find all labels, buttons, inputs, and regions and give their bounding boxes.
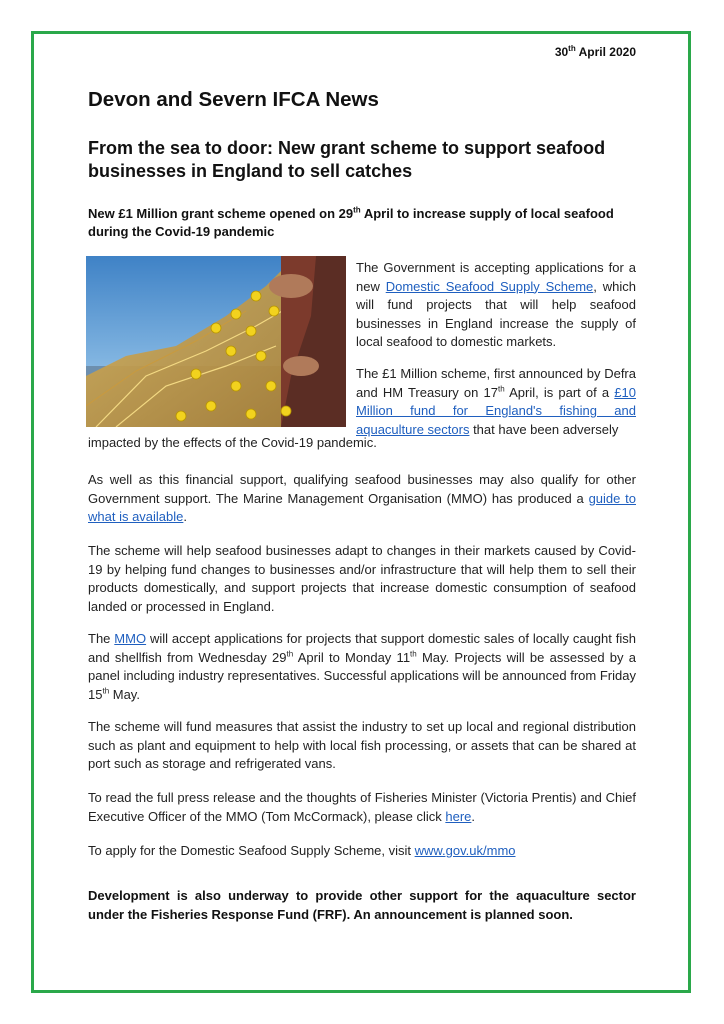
paragraph-scheme-funding-continued: impacted by the effects of the Covid-19 pandemic. — [88, 435, 377, 450]
gov-uk-mmo-link[interactable]: www.gov.uk/mmo — [414, 843, 516, 858]
paragraph-scheme-funding: The £1 Million scheme, first announced by Defra and HM Treasury on 17th April, is part of a £10 Million fund for England's fishing and aquaculture sectors that have been adversely — [356, 366, 636, 437]
publication-date: 30th April 2020 — [554, 44, 636, 59]
mmo-link[interactable]: MMO — [114, 631, 147, 646]
paragraph-press-release: To read the full press release and the thoughts of Fisheries Minister (Victoria Prentis) and Chief Executive Officer of the MMO (Tom McCormack), please click here. — [88, 790, 636, 824]
fishing-net-photo — [86, 256, 346, 427]
guide-link[interactable]: guide to what is available — [88, 490, 636, 524]
paragraph-scheme-purpose: The scheme will help seafood businesses adapt to changes in their markets caused by Covid-19 by helping fund changes to businesses and/or infrastructure that will help them to sell their products domestically, and support projects that increase domestic consumption of seafood landed or processed in England. — [88, 543, 636, 614]
newsletter-title: Devon and Severn IFCA News — [88, 88, 379, 111]
paragraph-application-dates: The MMO will accept applications for projects that support domestic sales of locally caught fish and shellfish from Wednesday 29th April to Monday 11th May. Projects will be assessed by a panel including industry representatives. Successful applications will be announced from Friday 15th May. — [88, 631, 636, 702]
paragraph-scheme-intro: The Government is accepting applications for a new Domestic Seafood Supply Scheme, which will fund projects that will help seafood businesses in England increase the supply of local seafood to domestic markets. — [356, 260, 636, 349]
paragraph-funded-measures: The scheme will fund measures that assist the industry to set up local and regional distribution such as plant and equipment to help with local fish processing, or assets that can be shared at port such as storage and refrigerated vans. — [88, 719, 636, 771]
press-release-link[interactable]: here — [445, 808, 472, 824]
article-subheading: New £1 Million grant scheme opened on 29th April to increase supply of local seafood during the Covid-19 pandemic — [88, 205, 614, 239]
paragraph-apply: To apply for the Domestic Seafood Supply Scheme, visit www.gov.uk/mmo — [88, 843, 516, 858]
paragraph-other-support: As well as this financial support, qualifying seafood businesses may also qualify for other Government support. The Marine Management Organisation (MMO) has produced a guide to what is available. — [88, 472, 636, 524]
ten-million-fund-link[interactable]: £10 Million fund for England's fishing and aquaculture sectors — [356, 384, 636, 437]
paragraph-aquaculture-support: Development is also underway to provide other support for the aquaculture sector under the Fisheries Response Fund (FRF). An announcement is planned soon. — [88, 888, 636, 922]
domestic-seafood-scheme-link[interactable]: Domestic Seafood Supply Scheme — [385, 278, 594, 294]
article-headline: From the sea to door: New grant scheme to support seafood businesses in England to sell catches — [88, 138, 606, 181]
